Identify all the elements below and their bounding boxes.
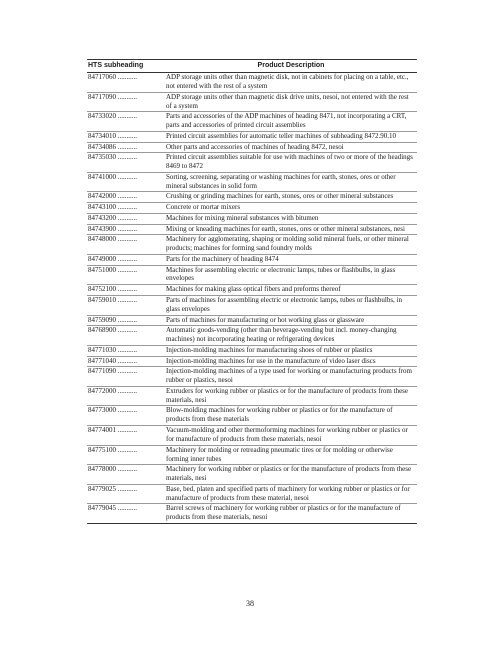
table-row [87, 235, 417, 255]
hts-code-cell: 84779045 ........... [87, 504, 165, 524]
hts-code-cell: 84741000 ........... [87, 172, 165, 192]
product-description-cell: Parts of machines for manufacturing or hot working glass or glassware [165, 315, 417, 326]
product-description-cell: Sorting, screening, separating or washing machines for earth, stones, ores or other mineral substances in solid form [165, 172, 417, 192]
hts-code-cell: 84743200 ........... [87, 213, 165, 224]
table-row [87, 172, 417, 192]
hts-code-cell: 84768900 ........... [87, 326, 165, 346]
table-row [87, 224, 417, 235]
table-row [87, 426, 417, 446]
hts-code-cell: 84717090 ........... [87, 92, 165, 112]
product-description-cell: ADP storage units other than magnetic disk drive units, nesoi, not entered with the rest of a system [165, 92, 417, 112]
table-row [87, 265, 417, 285]
page-number: 38 [246, 599, 254, 608]
product-description-cell: Barrel screws of machinery for working rubber or plastics or for the manufacture of products from these materials, nesoi [165, 504, 417, 524]
product-description-cell: ADP storage units other than magnetic disk, not in cabinets for placing on a table, etc., not entered with the rest of a system [165, 73, 417, 93]
table-row [87, 445, 417, 465]
hts-code-cell: 84751000 ........... [87, 265, 165, 285]
table-row [87, 192, 417, 203]
table-row [87, 504, 417, 524]
table-row [87, 295, 417, 315]
product-description-cell: Injection-molding machines for use in the manufacture of video laser discs [165, 356, 417, 367]
header-product-description: Product Description [165, 60, 417, 73]
hts-code-cell: 84778000 ........... [87, 465, 165, 485]
table-row [87, 326, 417, 346]
hts-code-cell: 84717060 ........... [87, 73, 165, 93]
product-description-cell: Printed circuit assemblies for automatic teller machines of subheading 8472.90.10 [165, 131, 417, 142]
hts-code-cell: 84748000 ........... [87, 235, 165, 255]
product-description-cell: Machinery for molding or retreading pneumatic tires or for molding or otherwise forming inner tubes [165, 445, 417, 465]
table-row [87, 386, 417, 406]
product-description-cell: Machines for assembling electric or electronic lamps, tubes or flashbulbs, in glass envelopes [165, 265, 417, 285]
product-description-cell: Parts for the machinery of heading 8474 [165, 254, 417, 265]
hts-code-cell: 84735030 ........... [87, 153, 165, 173]
table-row [87, 285, 417, 296]
hts-code-cell: 84774001 ........... [87, 426, 165, 446]
hts-code-cell: 84771030 ........... [87, 345, 165, 356]
table-row [87, 92, 417, 112]
table-row [87, 465, 417, 485]
product-description-cell: Machinery for agglomerating, shaping or molding solid mineral fuels, or other mineral products; machines for forming sand foundry molds [165, 235, 417, 255]
product-description-cell: Base, bed, platen and specified parts of machinery for working rubber or plastics or for manufacture of products from these material, nesoi [165, 484, 417, 504]
table-row [87, 315, 417, 326]
table-row [87, 131, 417, 142]
table-row [87, 484, 417, 504]
table-row [87, 153, 417, 173]
hts-code-cell: 84734086 ........... [87, 142, 165, 153]
table-row [87, 406, 417, 426]
header-hts-subheading: HTS subheading [87, 60, 165, 73]
product-description-cell: Automatic goods-vending (other than beverage-vending but incl. money-changing machines) not incorporating heating or refrigerating devices [165, 326, 417, 346]
hts-code-cell: 84772000 ........... [87, 386, 165, 406]
product-description-cell: Parts and accessories of the ADP machines of heading 8471, not incorporating a CRT, parts and accessories of printed circuit assemblies [165, 112, 417, 132]
hts-code-cell: 84759010 ........... [87, 295, 165, 315]
table-header-row [87, 60, 417, 73]
product-description-cell: Machinery for working rubber or plastics or for the manufacture of products from these materials, nesi [165, 465, 417, 485]
product-description-cell: Mixing or kneading machines for earth, stones, ores or other mineral substances, nesi [165, 224, 417, 235]
table-row [87, 73, 417, 93]
table-row [87, 254, 417, 265]
table-row [87, 367, 417, 387]
hts-code-cell: 84743100 ........... [87, 203, 165, 214]
hts-code-cell: 84771040 ........... [87, 356, 165, 367]
hts-code-cell: 84743900 ........... [87, 224, 165, 235]
hts-code-cell: 84733020 ........... [87, 112, 165, 132]
hts-code-cell: 84734010 ........... [87, 131, 165, 142]
table-body [87, 73, 417, 524]
hts-table [87, 59, 417, 524]
product-description-cell: Printed circuit assemblies suitable for use with machines of two or more of the headings 8469 to 8472 [165, 153, 417, 173]
hts-code-cell: 84752100 ........... [87, 285, 165, 296]
product-description-cell: Injection-molding machines of a type used for working or manufacturing products from rubber or plastics, nesoi [165, 367, 417, 387]
product-description-cell: Other parts and accessories of machines of heading 8472, nesoi [165, 142, 417, 153]
table-row [87, 213, 417, 224]
product-description-cell: Concrete or mortar mixers [165, 203, 417, 214]
product-description-cell: Machines for making glass optical fibers and preforms thereof [165, 285, 417, 296]
table-row [87, 356, 417, 367]
hts-code-cell: 84773000 ........... [87, 406, 165, 426]
product-description-cell: Extruders for working rubber or plastics or for the manufacture of products from these materials, nesi [165, 386, 417, 406]
product-description-cell: Injection-molding machines for manufacturing shoes of rubber or plastics [165, 345, 417, 356]
hts-code-cell: 84759090 ........... [87, 315, 165, 326]
product-description-cell: Blow-molding machines for working rubber or plastics or for the manufacture of products from these materials [165, 406, 417, 426]
table-row [87, 112, 417, 132]
product-description-cell: Machines for mixing mineral substances with bitumen [165, 213, 417, 224]
product-description-cell: Crushing or grinding machines for earth, stones, ores or other mineral substances [165, 192, 417, 203]
hts-code-cell: 84779025 ........... [87, 484, 165, 504]
product-description-cell: Vacuum-molding and other thermoforming machines for working rubber or plastics or for manufacture of products from these materials, nesoi [165, 426, 417, 446]
hts-code-cell: 84742000 ........... [87, 192, 165, 203]
table-row [87, 345, 417, 356]
hts-code-cell: 84775100 ........... [87, 445, 165, 465]
product-description-cell: Parts of machines for assembling electric or electronic lamps, tubes or flashbulbs, in glass envelopes [165, 295, 417, 315]
hts-code-cell: 84749000 ........... [87, 254, 165, 265]
table-row [87, 203, 417, 214]
hts-code-cell: 84771090 ........... [87, 367, 165, 387]
table-row [87, 142, 417, 153]
